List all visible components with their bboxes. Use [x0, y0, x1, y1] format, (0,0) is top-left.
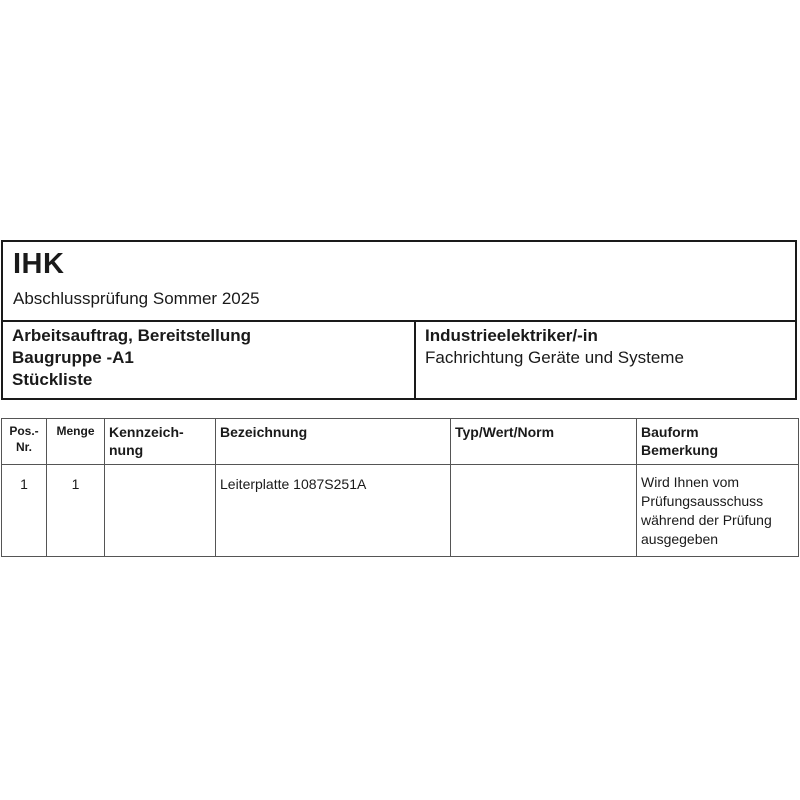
- kennzeichnung-header-line1: Kennzeich-: [109, 424, 184, 440]
- document-type: Stückliste: [12, 370, 93, 389]
- title-block-bottom: [3, 320, 795, 398]
- table-header-row: [2, 419, 799, 465]
- remark-line4: ausgegeben: [641, 531, 719, 547]
- remark-line3: während der Prüfung: [641, 512, 772, 528]
- cell-pos: 1: [2, 465, 47, 557]
- column-header-menge: [47, 419, 105, 465]
- assignment-title: Arbeitsauftrag, Bereitstellung: [12, 326, 251, 345]
- assignment-info: [3, 320, 416, 398]
- bezeichnung-header: Bezeichnung: [220, 424, 308, 440]
- exam-title: Abschlussprüfung Sommer 2025: [13, 289, 260, 308]
- bauform-header-line2: Bemerkung: [641, 442, 719, 458]
- profession-info: [416, 320, 795, 398]
- title-block-top: [3, 242, 795, 322]
- cell-menge: 1: [47, 465, 105, 557]
- profession-title: Industrieelektriker/-in: [425, 326, 598, 345]
- table-row: [2, 465, 799, 557]
- title-block: [1, 240, 797, 400]
- parts-list-table: [1, 418, 799, 557]
- cell-typ: [451, 465, 637, 557]
- column-header-bezeichnung: [216, 419, 451, 465]
- cell-kennzeichnung: [105, 465, 216, 557]
- column-header-kennzeichnung: [105, 419, 216, 465]
- cell-remark: [637, 465, 799, 557]
- column-header-bauform: [637, 419, 799, 465]
- organization-title: IHK: [13, 248, 65, 280]
- menge-header: Menge: [56, 424, 95, 438]
- kennzeichnung-header-line2: nung: [109, 442, 144, 458]
- remark-line1: Wird Ihnen vom: [641, 474, 740, 490]
- specialization: Fachrichtung Geräte und Systeme: [425, 348, 684, 367]
- pos-header-line2: Nr.: [15, 440, 32, 454]
- remark-line2: Prüfungsausschuss: [641, 493, 764, 509]
- typ-header: Typ/Wert/Norm: [455, 424, 555, 440]
- pos-header-line1: Pos.-: [9, 424, 39, 438]
- column-header-pos: [2, 419, 47, 465]
- column-header-typ: [451, 419, 637, 465]
- assembly-name: Baugruppe -A1: [12, 348, 134, 367]
- bauform-header-line1: Bauform: [641, 424, 699, 440]
- cell-bezeichnung: Leiterplatte 1087S251A: [216, 465, 451, 557]
